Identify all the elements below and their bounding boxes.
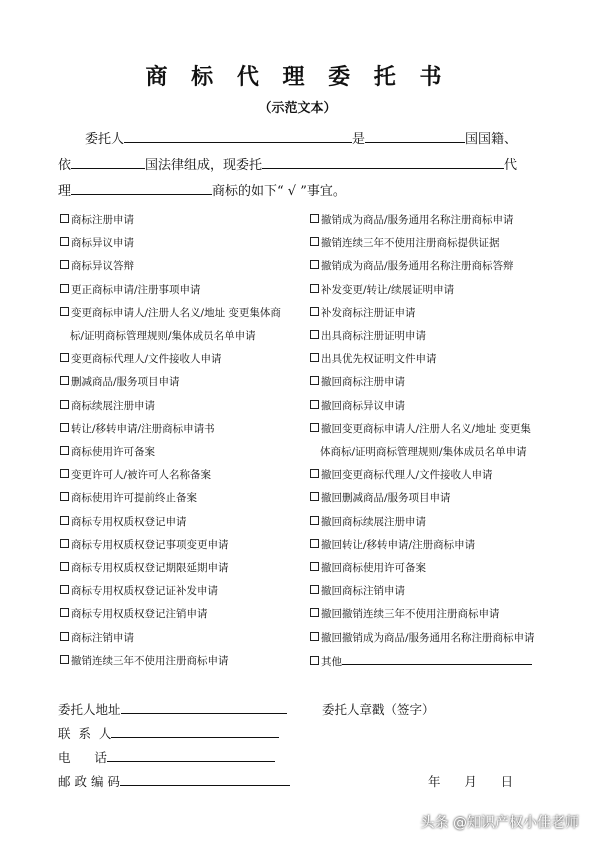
intro-line-1 [85,128,517,147]
intro-text: 依 [58,158,72,173]
contact-field[interactable] [111,724,279,738]
checkbox[interactable] [60,237,69,246]
checkbox[interactable] [60,562,69,571]
address-label: 委托人地址 [58,702,121,717]
checklist-item-label: 出具商标注册证明申请 [321,330,426,342]
document-subtitle: （示范文本） [258,101,337,116]
checklist-item [70,328,256,343]
intro-text: 是 [352,132,366,147]
checklist-item-label: 撤销成为商品/服务通用名称注册商标申请 [321,214,514,226]
checklist-item [310,421,531,436]
checklist-item [60,258,134,273]
checklist-item-label: 补发商标注册证申请 [321,306,416,319]
checkbox[interactable] [60,655,69,664]
checklist-item [310,606,500,621]
checklist-item [60,212,134,227]
checklist-item [310,467,493,482]
checkbox[interactable] [310,539,319,548]
checklist-item [310,258,514,273]
checkbox[interactable] [60,353,69,362]
checklist-item-label: 商标异议答辩 [71,260,134,273]
checkbox[interactable] [60,284,69,293]
checklist-item [60,351,222,366]
checkbox[interactable] [60,307,69,316]
checklist-item-label: 商标使用许可备案 [71,446,155,458]
date-label: 年 月 日 [428,774,514,789]
checklist-item [60,421,215,436]
checkbox[interactable] [310,376,319,385]
checklist-item-label: 删减商品/服务项目申请 [71,376,180,389]
checklist-item [310,537,475,552]
checkbox[interactable] [310,608,319,617]
phone-field[interactable] [107,748,275,762]
checklist-item-label: 撤回撤销成为商品/服务通用名称注册商标申请 [321,631,535,644]
checkbox[interactable] [310,214,319,223]
checkbox[interactable] [310,284,319,293]
checklist-item [60,490,197,505]
checklist-item-label: 撤回商标注销申请 [321,585,405,598]
checklist-item-label: 撤回商标续展注册申请 [321,515,426,528]
phone-label: 电 话 [58,750,107,765]
document-title: 商 标 代 理 委 托 书 [145,64,450,90]
checklist-item [310,398,405,413]
checkbox[interactable] [310,400,319,409]
blank-principal[interactable] [124,129,352,143]
checklist-item-label: 变更商标申请人/注册人名义/地址 变更集体商 [71,306,281,319]
checklist-item-label: 商标注册申请 [71,214,134,226]
checklist-item [60,514,187,529]
checkbox[interactable] [60,632,69,641]
checkbox[interactable] [310,237,319,246]
checkbox[interactable] [60,423,69,432]
checklist-item-label: 商标专用权质权登记注销申请 [71,608,208,621]
checkbox[interactable] [310,469,319,478]
checklist-item [60,374,180,389]
checklist-item [310,351,437,366]
checklist-item [60,606,208,621]
blank-country[interactable] [71,155,145,169]
contact-label: 联 系 人 [58,726,112,741]
checkbox[interactable] [60,492,69,501]
checklist-item [310,514,426,529]
checklist-item [60,444,155,459]
checklist-item [310,583,405,598]
intro-text: 代 [504,158,518,173]
checklist-item [60,583,218,598]
checklist-item-label: 撤回商标使用许可备案 [321,562,426,574]
checkbox[interactable] [310,330,319,339]
postcode-field[interactable] [120,772,290,786]
checkbox[interactable] [310,585,319,594]
checklist-item [60,398,155,413]
checkbox[interactable] [60,260,69,269]
checklist-item [310,305,416,320]
intro-text: 商标的如下“ √ ”事宜。 [212,184,346,199]
checkbox[interactable] [310,562,319,571]
checklist-item-label: 商标专用权质权登记申请 [71,515,187,528]
checklist-item-label: 撤回变更商标申请人/注册人名义/地址 变更集 [321,422,531,435]
checklist-item-label: 撤回转让/移转申请/注册商标申请 [321,538,476,551]
checklist-item [60,305,281,320]
intro-text: 国国籍、 [465,132,518,147]
checklist-item [310,630,535,645]
checklist-item [60,467,211,482]
checklist-item-label: 其他 [321,655,342,668]
intro-line-2 [58,154,517,173]
checkbox[interactable] [60,214,69,223]
checkbox[interactable] [310,516,319,525]
intro-text: 国法律组成，现委托 [145,158,263,173]
checkbox[interactable] [310,492,319,501]
address-field[interactable] [121,700,287,714]
checklist-item [60,560,229,575]
checklist-item [60,630,134,645]
checklist-item-label: 体商标/证明商标管理规则/集体成员名单申请 [320,446,527,458]
checkbox[interactable] [60,376,69,385]
checkbox[interactable] [310,353,319,362]
checklist-item-label: 更正商标申请/注册事项申请 [71,283,201,296]
checkbox[interactable] [310,632,319,641]
checklist-item [60,235,134,250]
checklist-item [310,374,405,389]
checklist-item-label: 撤回商标异议申请 [321,399,405,412]
checkbox[interactable] [60,585,69,594]
checklist-item-label: 商标专用权质权登记事项变更申请 [71,538,229,551]
checklist-item-label: 商标专用权质权登记期限延期申请 [71,562,229,574]
checkbox[interactable] [60,539,69,548]
checklist-item-label: 转让/移转申请/注册商标申请书 [71,422,215,435]
checklist-item-label: 变更许可人/被许可人名称备案 [71,469,212,482]
checklist-item [310,235,500,250]
checklist-item [310,653,532,669]
phone-row [58,748,275,766]
checklist-item-label: 变更商标代理人/文件接收人申请 [71,353,222,366]
checklist-item-label: 撤回删减商品/服务项目申请 [321,492,451,505]
checklist-item [60,653,229,668]
checklist-item-label: 撤回撤销连续三年不使用注册商标申请 [321,608,500,621]
blank-nationality[interactable] [365,129,465,143]
checklist-item-label: 撤回商标注册申请 [321,376,405,389]
watermark-text: 头条 @知识产权小佳老师 [420,815,579,831]
intro-line-3 [58,180,346,199]
checklist-item [310,328,426,343]
checklist-item-label: 商标续展注册申请 [71,399,155,412]
checkbox[interactable] [60,469,69,478]
postcode-row [58,772,290,790]
blank-agent[interactable] [262,155,504,169]
checklist-item [310,282,454,297]
checkbox[interactable] [60,400,69,409]
checkbox[interactable] [310,656,319,665]
intro-text: 理 [58,184,72,199]
checkbox[interactable] [310,307,319,316]
contact-row [58,724,279,742]
checklist-item-label: 商标使用许可提前终止备案 [71,492,197,505]
checklist-item [60,282,201,297]
postcode-label: 邮 政 编 码 [58,774,120,789]
checklist-item [310,212,514,227]
checkbox[interactable] [60,516,69,525]
checklist-item [310,560,426,575]
checklist-item [60,537,229,552]
checkbox[interactable] [310,423,319,432]
checklist-item-label: 撤销连续三年不使用注册商标提供证据 [321,237,500,250]
address-row [58,700,287,718]
checklist-item-label: 出具优先权证明文件申请 [321,353,437,366]
checklist-item-label: 商标异议申请 [71,237,134,250]
checklist-item-label: 撤回变更商标代理人/文件接收人申请 [321,469,493,482]
checklist-item-label: 撤销连续三年不使用注册商标申请 [71,654,229,667]
other-field[interactable] [342,653,532,665]
checkbox[interactable] [310,260,319,269]
checklist-item-label: 标/证明商标管理规则/集体成员名单申请 [70,330,256,342]
seal-label: 委托人章戳（签字） [322,702,435,717]
checklist-item-label: 撤销成为商品/服务通用名称注册商标答辩 [321,260,514,273]
checklist-item-label: 商标专用权质权登记证补发申请 [71,585,218,598]
blank-trademark[interactable] [71,181,212,195]
checkbox[interactable] [60,446,69,455]
intro-text: 委托人 [85,132,125,147]
checklist-item [320,444,527,459]
checkbox[interactable] [60,608,69,617]
checklist-item [310,490,451,505]
checklist-item-label: 补发变更/转让/续展证明申请 [321,283,455,296]
checklist-item-label: 商标注销申请 [71,631,134,644]
